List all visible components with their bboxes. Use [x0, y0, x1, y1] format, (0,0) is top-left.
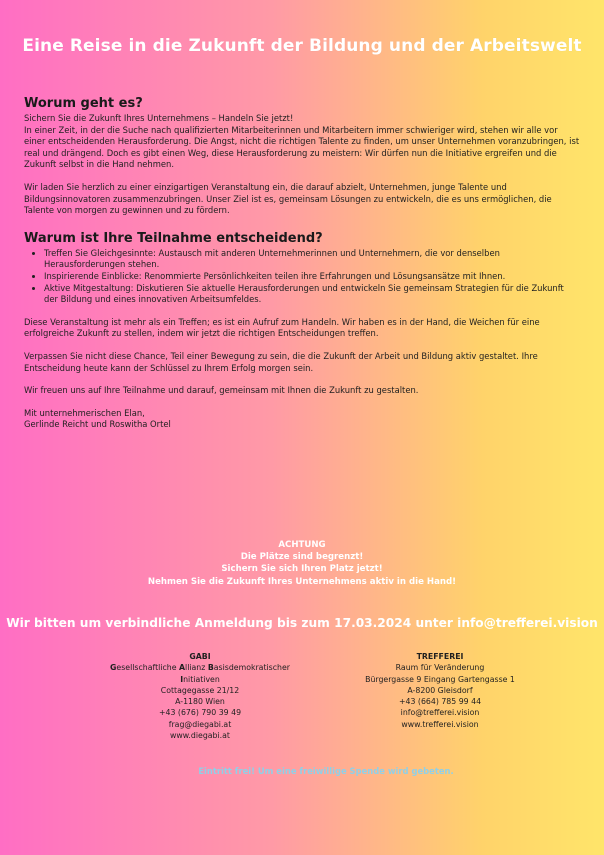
reasons-list — [24, 248, 580, 306]
attention-notice — [0, 539, 604, 588]
section-heading-worum: Worum geht es? — [24, 96, 143, 111]
signature: Gerlinde Reicht und Roswitha Ortel — [24, 419, 171, 430]
intro-paragraph: In einer Zeit, in der die Suche nach qualifizierten Mitarbeiterinnen und Mitarbeitern immer schwieriger wird, stehen wir alle vor einer entscheidenden Herausforderung. Die Angst, nicht die richtigen Talente zu finden, um unser Unternehmen voranzubringen, ist real und drängend. Doch es gibt einen Weg, diese Herausforderung zu meistern: Wir dürfen nun die Initiative ergreifen und die Zukunft selbst in die Hand nehmen. — [24, 124, 580, 170]
contact-city: A-1180 Wien — [175, 697, 225, 707]
word-rest: llianz — [185, 663, 208, 673]
contact-trefferei — [340, 651, 540, 730]
contact-name: GABI — [189, 652, 211, 661]
contact-web[interactable]: www.diegabi.at — [170, 731, 230, 741]
contact-gabi — [90, 651, 310, 741]
call-to-action-paragraph: Diese Veranstaltung ist mehr als ein Treffen; es ist ein Aufruf zum Handeln. Wir haben es in der Hand, die Weichen für eine erfolgreiche Zukunft zu stellen, indem wir jetzt die richtigen Entscheidungen treffen. — [24, 316, 540, 339]
thanks-paragraph: Wir freuen uns auf Ihre Teilnahme und darauf, gemeinsam mit Ihnen die Zukunft zu gestalten. — [24, 385, 419, 396]
contact-web[interactable]: www.trefferei.vision — [401, 719, 479, 729]
intro-headline: Sichern Sie die Zukunft Ihres Unternehmens – Handeln Sie jetzt! — [24, 113, 294, 123]
closing-line: Mit unternehmerischen Elan, — [24, 407, 145, 418]
attention-line: Sichern Sie sich Ihren Platz jetzt! — [221, 564, 383, 575]
attention-line: Die Plätze sind begrenzt! — [240, 552, 364, 563]
contact-street: Bürgergasse 9 Eingang Gartengasse 1 — [365, 674, 515, 684]
attention-line: Nehmen Sie die Zukunft Ihres Unternehmens aktiv in die Hand! — [147, 576, 457, 587]
word-rest: esellschaftliche — [116, 663, 179, 673]
contact-subtitle: Raum für Veränderung — [395, 663, 485, 673]
chance-paragraph: Verpassen Sie nicht diese Chance, Teil einer Bewegung zu sein, die die Zukunft der Arbeit und Bildung aktiv gestaltet. Ihre Entscheidung heute kann der Schlüssel zu Ihrem Erfolg morgen sein. — [24, 350, 538, 373]
attention-heading: ACHTUNG — [278, 540, 326, 550]
list-item: • Treffen Sie Gleichgesinnte: Austausch mit anderen Unternehmerinnen und Unternehmern, die vor denselben Herausforderungen stehen. — [44, 248, 580, 271]
registration-notice: Wir bitten um verbindliche Anmeldung bis zum 17.03.2024 unter info@trefferei.vision — [6, 616, 598, 630]
list-item: • Aktive Mitgestaltung: Diskutieren Sie aktuelle Herausforderungen und entwickeln Sie gemeinsam Strategien für die Zukunft der Bildung und eines innovativen Arbeitsumfeldes. — [44, 283, 580, 306]
section-heading-warum: Warum ist Ihre Teilnahme entscheidend? — [24, 230, 323, 246]
free-entry-note: Eintritt frei! Um eine freiwillige Spende wird gebeten. — [198, 766, 454, 776]
contact-email[interactable]: info@trefferei.vision — [400, 708, 480, 718]
contact-phone: +43 (664) 785 99 44 — [398, 697, 482, 707]
word-rest: nitiativen — [183, 674, 220, 684]
contact-phone: +43 (676) 790 39 49 — [158, 708, 242, 718]
page-title: Eine Reise in die Zukunft der Bildung und der Arbeitswelt — [22, 36, 582, 56]
initial-letter: I — [180, 674, 184, 684]
contact-name: TREFFEREI — [416, 652, 464, 661]
main-content — [24, 96, 580, 431]
contact-city: A-8200 Gleisdorf — [407, 685, 473, 695]
initial-letter: A — [178, 663, 186, 673]
list-item: • Inspirierende Einblicke: Renommierte Persönlichkeiten teilen ihre Erfahrungen und Lösungsansätze mit Ihnen. — [44, 271, 580, 283]
initial-letter: G — [110, 663, 117, 673]
contact-street: Cottagegasse 21/12 — [160, 685, 240, 695]
contact-full-name — [90, 662, 310, 685]
contact-email[interactable]: frag@diegabi.at — [168, 719, 232, 729]
initial-letter: B — [207, 663, 214, 673]
invitation-paragraph: Wir laden Sie herzlich zu einer einzigartigen Veranstaltung ein, die darauf abzielt, Unternehmen, junge Talente und Bildungsinnovatoren zusammenzubringen. Unser Ziel ist es, gemeinsam Lösungen zu entwickeln, die es uns ermöglichen, die Talente von morgen zu gewinnen und zu fördern. — [24, 181, 552, 216]
word-rest: asisdemokratischer — [213, 663, 290, 673]
